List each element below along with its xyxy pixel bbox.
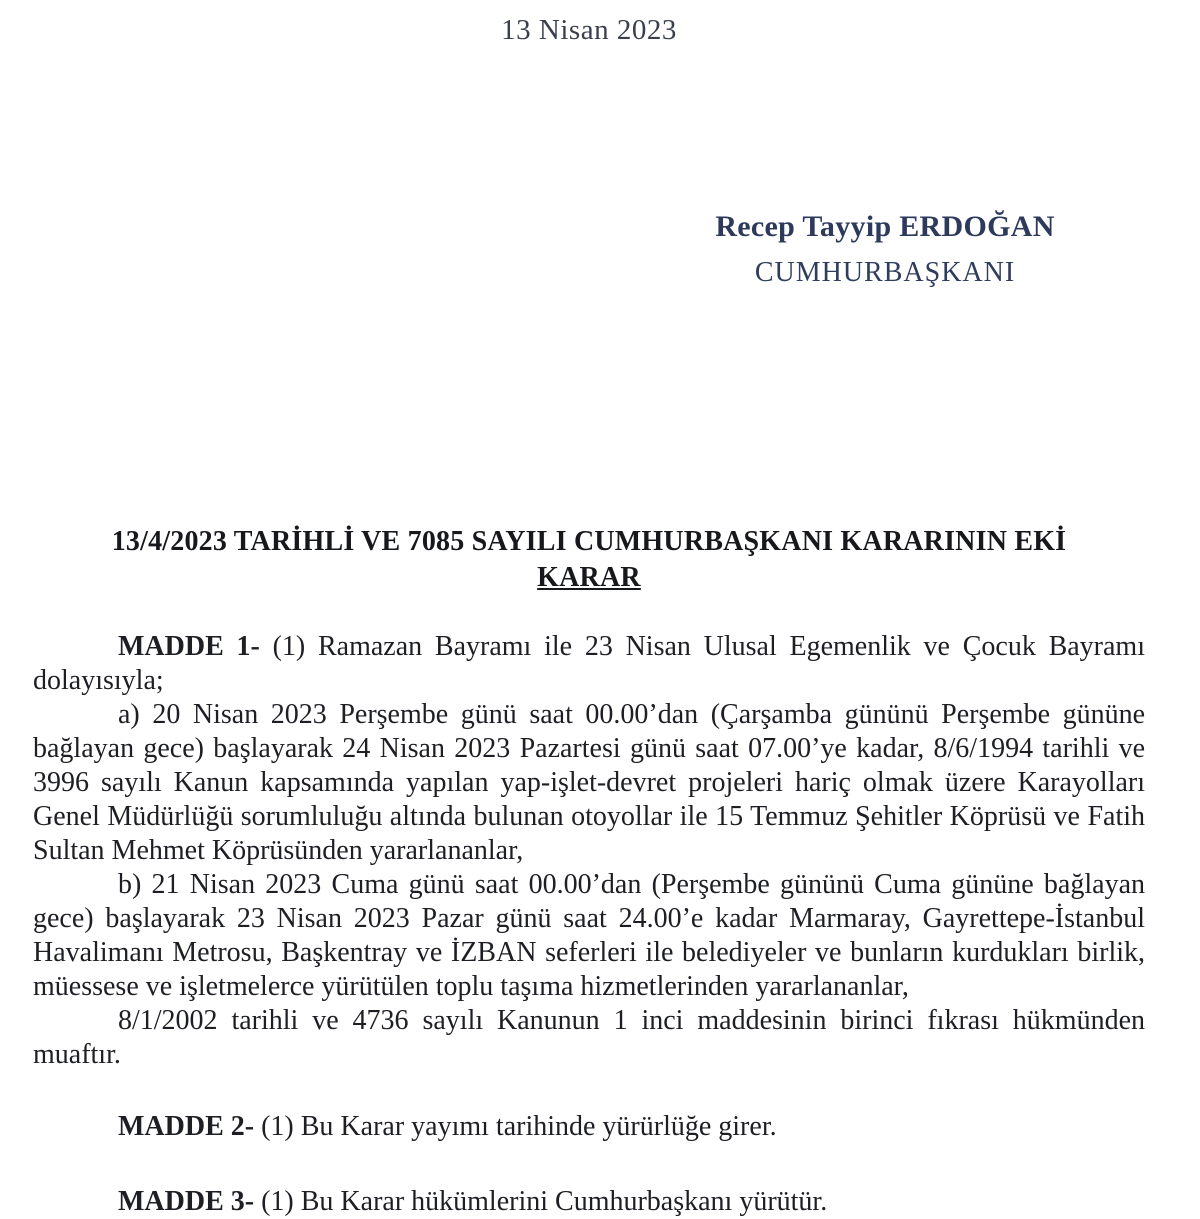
signatory-title: CUMHURBAŞKANI — [754, 257, 1016, 288]
body-paragraph-madde1 — [33, 630, 1145, 698]
paragraph-text: b) 21 Nisan 2023 Cuma günü saat 00.00’dan (Perşembe gününü Cuma gününe bağlayan gece) başlayarak 23 Nisan 2023 Pazar günü saat 24.00’e kadar Marmaray, Gayrettepe-İstanbul Havalimanı Metrosu, Başkentray ve İZBAN seferleri ile belediyeler ve bunların kurdukları birlik, müessese ve işletmelerce yürütülen toplu taşıma hizmetlerinden yararlananlar, — [33, 869, 1145, 1002]
decree-title — [33, 524, 1145, 596]
signatory-name: Recep Tayyip ERDOĞAN — [715, 210, 1055, 243]
article-label: MADDE 1- — [118, 631, 260, 662]
body-paragraph-item-b — [33, 868, 1145, 1004]
decree-title-line2: KARAR — [537, 562, 641, 593]
body-paragraph-madde3 — [33, 1185, 1145, 1219]
decree-title-line1: 13/4/2023 TARİHLİ VE 7085 SAYILI CUMHURBAŞKANI KARARININ EKİ — [111, 526, 1067, 557]
body-paragraph-closing — [33, 1004, 1145, 1072]
paragraph-text: (1) Ramazan Bayramı ile 23 Nisan Ulusal Egemenlik ve Çocuk Bayramı dolayısıyla; — [33, 631, 1145, 696]
decree-body — [33, 630, 1145, 1219]
body-paragraph-madde2 — [33, 1110, 1145, 1144]
paragraph-text: a) 20 Nisan 2023 Perşembe günü saat 00.00’dan (Çarşamba gününü Perşembe gününe bağlayan gece) başlayarak 24 Nisan 2023 Pazartesi günü saat 07.00’ye kadar, 8/6/1994 tarihli ve 3996 sayılı Kanun kapsamında yapılan yap-işlet-devret projeleri hariç olmak üzere Karayolları Genel Müdürlüğü sorumluluğu altında bulunan otoyollar ile 15 Temmuz Şehitler Köprüsü ve Fatih Sultan Mehmet Köprüsünden yararlananlar, — [33, 699, 1145, 866]
signature-block — [655, 207, 1115, 291]
paragraph-text: (1) Bu Karar yayımı tarihinde yürürlüğe girer. — [254, 1111, 777, 1142]
paragraph-text: (1) Bu Karar hükümlerini Cumhurbaşkanı yürütür. — [254, 1186, 828, 1217]
article-label: MADDE 3- — [118, 1186, 255, 1217]
body-paragraph-item-a — [33, 698, 1145, 868]
article-label: MADDE 2- — [118, 1111, 255, 1142]
document-date: 13 Nisan 2023 — [501, 14, 677, 46]
paragraph-text: 8/1/2002 tarihli ve 4736 sayılı Kanunun 1 inci maddesinin birinci fıkrası hükmünden muaftır. — [33, 1005, 1145, 1070]
